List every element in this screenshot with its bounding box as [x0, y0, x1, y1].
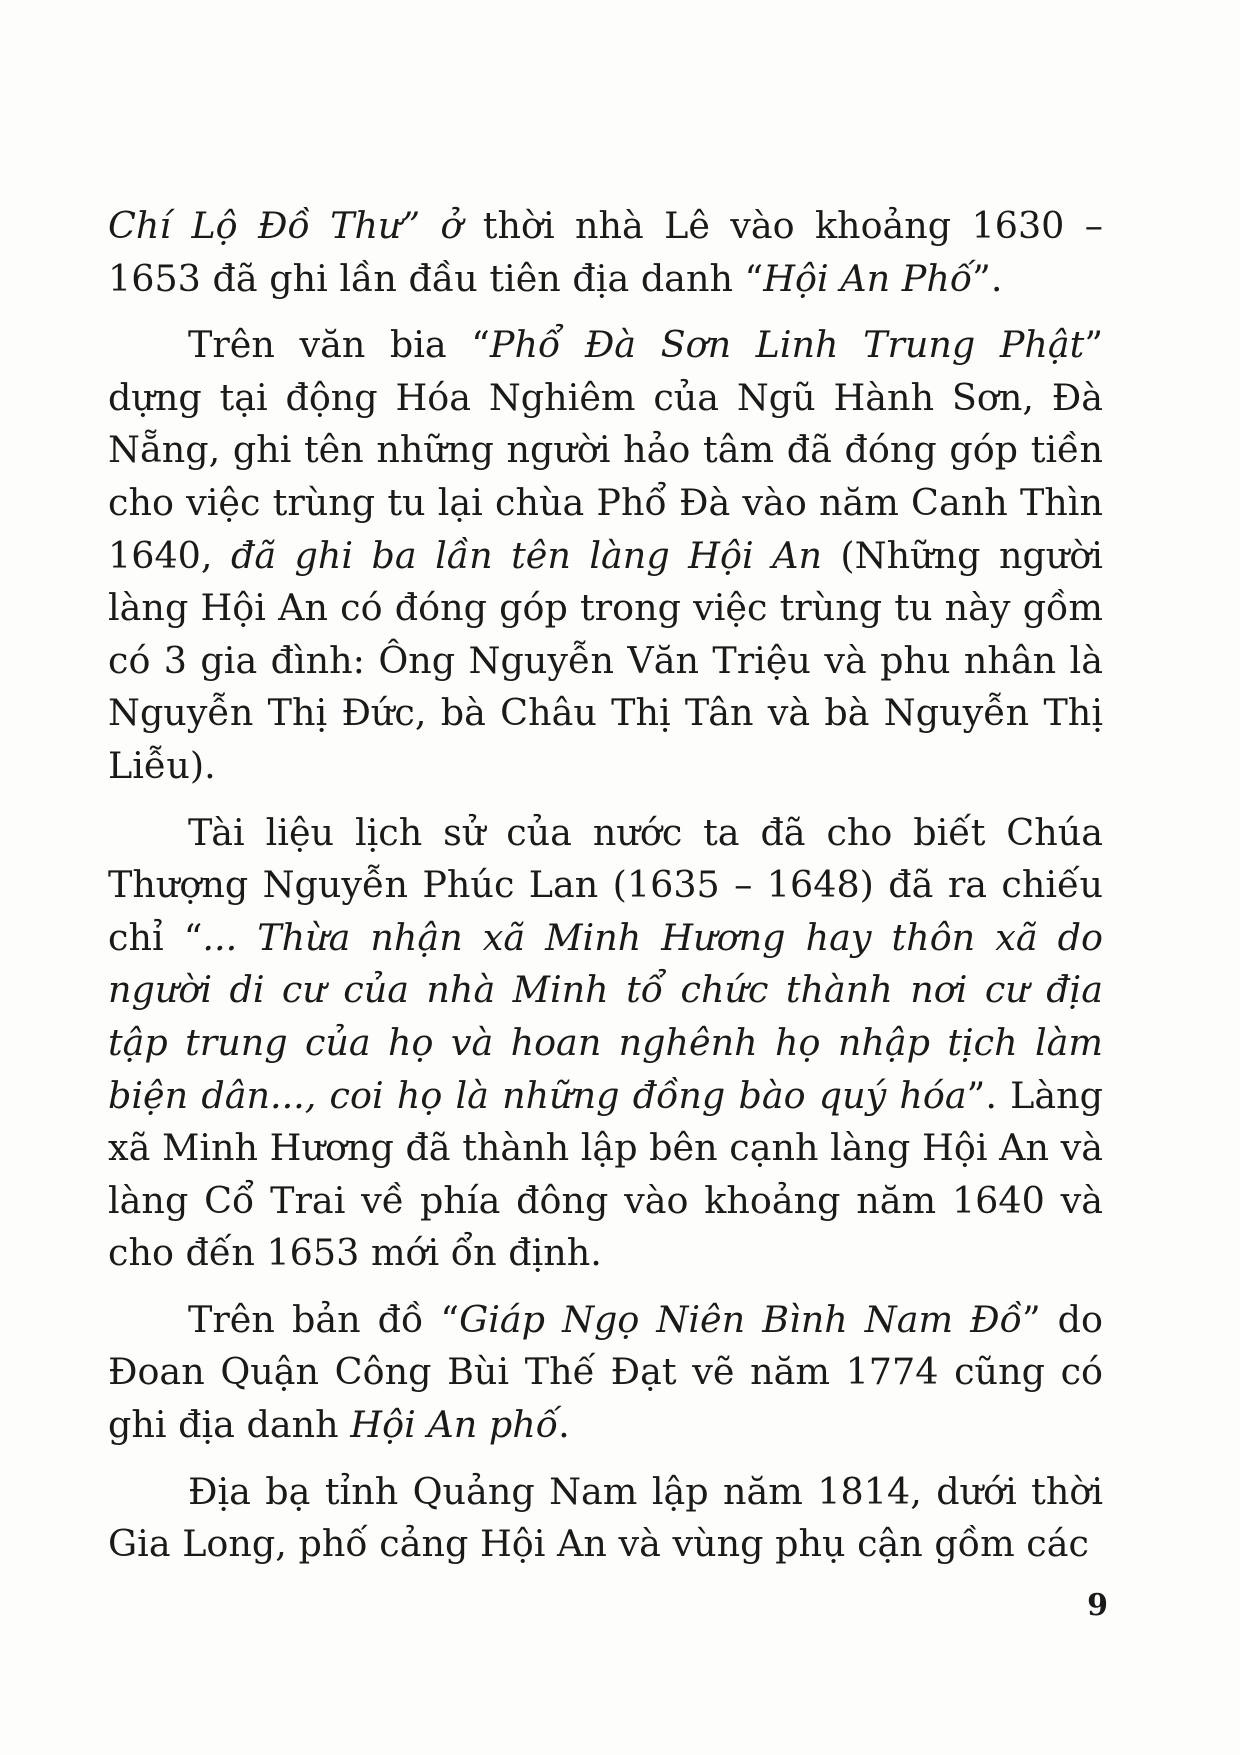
- paragraph: [108, 1466, 1103, 1571]
- text-run: Tài liệu lịch sử của nước ta đã cho biết Chúa Thượng Nguyễn Phúc Lan (1635 – 1648) đã ra chiếu chỉ “: [108, 810, 1103, 959]
- text-run: ” dựng tại động Hóa Nghiêm của Ngũ Hành Sơn, Đà Nẵng, ghi tên những người hảo tâm đã đóng góp tiền cho việc trùng tu lại chùa Phổ Đà vào năm Canh Thìn 1640,: [108, 323, 1103, 577]
- italic-text: Chí Lộ Đồ Thư”: [108, 204, 421, 247]
- italic-text: đã ghi ba lần tên làng Hội An: [230, 533, 822, 577]
- italic-text: ở: [440, 204, 463, 247]
- italic-text: Phổ Đà Sơn Linh Trung Phật: [489, 323, 1085, 367]
- text-run: ” do Đoan Quận Công Bùi Thế Đạt vẽ năm 1774 cũng có ghi địa danh: [108, 1297, 1104, 1447]
- italic-text: Hội An Phố: [763, 256, 973, 300]
- page-number: 9: [1087, 1588, 1108, 1623]
- text-run: ”.: [972, 256, 1003, 300]
- text-run: ”. Làng xã Minh Hương đã thành lập bên cạnh làng Hội An và làng Cổ Trai về phía đông vào khoảng năm 1640 và cho đến 1653 mới ổn định.: [108, 1073, 1103, 1275]
- paragraph: [108, 1294, 1103, 1452]
- text-run: thời nhà Lê vào khoảng 1630 – 1653 đã ghi lần đầu tiên địa danh “: [108, 204, 1103, 300]
- text-run: Trên bản đồ “: [188, 1297, 460, 1341]
- italic-text: Giáp Ngọ Niên Bình Nam Đồ: [459, 1297, 1022, 1341]
- text-run: [420, 204, 440, 247]
- italic-text: Hội An phố: [350, 1403, 559, 1447]
- text-run: (Những người làng Hội An có đóng góp trong việc trùng tu này gồm có 3 gia đình: Ông Nguyễn Văn Triệu và phu nhân là Nguyễn Thị Đức, bà Châu Thị Tân và bà Nguyễn Thị Liễu).: [108, 533, 1103, 787]
- paragraph: [108, 200, 1103, 305]
- text-run: .: [558, 1403, 570, 1447]
- body-text: [108, 200, 1103, 1571]
- text-run: Địa bạ tỉnh Quảng Nam lập năm 1814, dưới thời Gia Long, phố cảng Hội An và vùng phụ cận gồm các: [108, 1469, 1103, 1566]
- paragraph: [108, 807, 1103, 1280]
- paragraph: [108, 319, 1103, 792]
- text-run: Trên văn bia “: [188, 323, 490, 367]
- italic-text: ... Thừa nhận xã Minh Hương hay thôn xã do người di cư của nhà Minh tổ chức thành nơi cư địa tập trung của họ và hoan nghênh họ nhập tịch làm biện dân..., coi họ là những đồng bào quý hóa: [108, 915, 1103, 1117]
